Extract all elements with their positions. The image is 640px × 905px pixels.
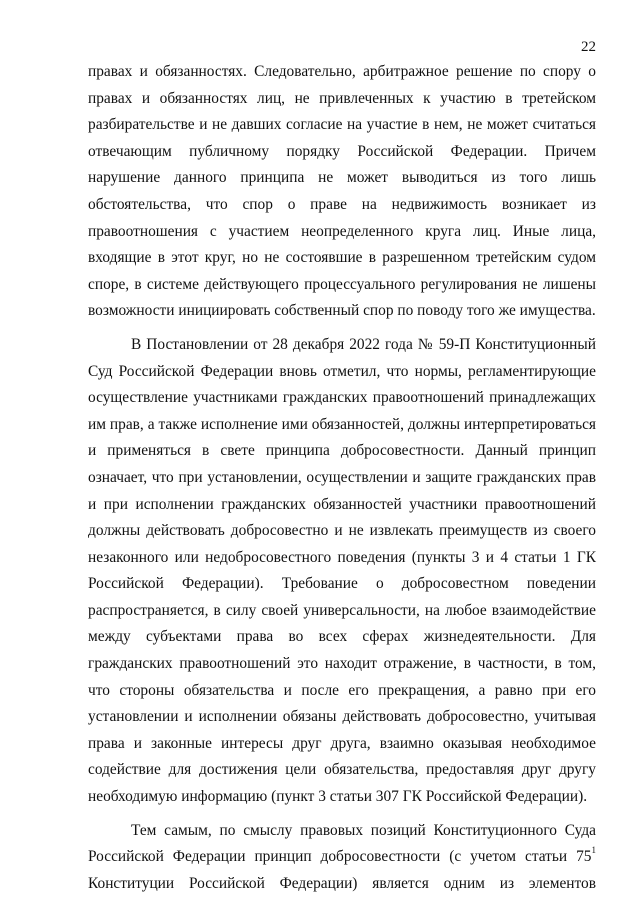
paragraph-conclusion	[88, 818, 596, 898]
page-number: 22	[581, 39, 596, 55]
paragraph-resolution: В Постановлении от 28 декабря 2022 года № 59-П Конституционный Суд Российской Федерации вновь отметил, что нормы, регламентирующие осуществление участниками гражданских правоотношений принадлежащих им прав, а также исполнение ими обязанностей, должны интерпретироваться и применяться в свете принципа добросовестности. Данный принцип означает, что при установлении, осуществлении и защите гражданских прав и при исполнении гражданских обязанностей участники правоотношений должны действовать добросовестно и не извлекать преимуществ из своего незаконного или недобросовестного поведения (пункты 3 и 4 статьи 1 ГК Российской Федерации). Требование о добросовестном поведении распространяется, в силу своей универсальности, на любое взаимодействие между субъектами права во всех сферах жизнедеятельности. Для гражданских правоотношений это находит отражение, в частности, в том, что стороны обязательства и после его прекращения, а равно при его установлении и исполнении обязаны действовать добросовестно, учитывая права и законные интересы друг друга, взаимно оказывая необходимое содействие для достижения цели обязательства, предоставляя друг другу необходимую информацию (пункт 3 статьи 307 ГК Российской Федерации).	[88, 335, 596, 806]
document-body	[88, 59, 596, 897]
article-superscript: 1	[591, 845, 596, 856]
paragraph-continuation: правах и обязанностях. Следовательно, арбитражное решение по спору о правах и обязанностях лиц, не привлеченных к участию в третейском разбирательстве и не давших согласие на участие в нем, не может считаться отвечающим публичному порядку Российской Федерации. Причем нарушение данного принципа не может выводиться из того лишь обстоятельства, что спор о праве на недвижимость возникает из правоотношения с участием неопределенного круга лиц. Иные лица, входящие в этот круг, но не состоявшие в разрешенном третейским судом споре, в системе действующего процессуального регулирования не лишены возможности инициировать собственный спор по поводу того же имущества.	[88, 63, 596, 320]
paragraph-conclusion-text-end: Конституции Российской Федерации) является одним из элементов	[88, 874, 596, 892]
paragraph-conclusion-text-start: Тем самым, по смыслу правовых позиций Конституционного Суда Российской Федерации принцип добросовестности (с учетом статьи 75	[88, 821, 596, 866]
